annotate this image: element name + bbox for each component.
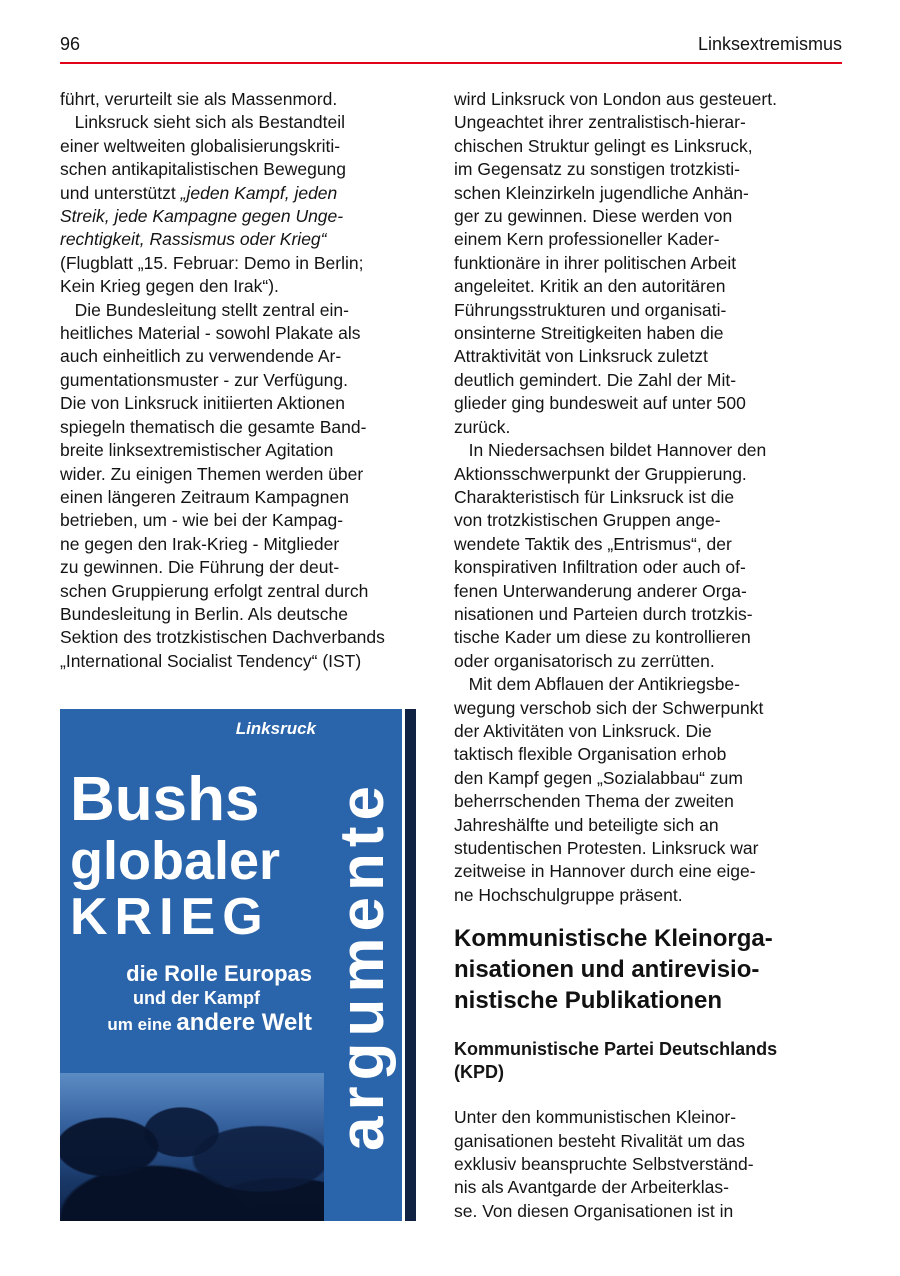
right-column-text xyxy=(454,88,842,907)
text-line: Unter den kommunistischen Kleinor- xyxy=(454,1107,737,1128)
text-line: wider. Zu einigen Themen werden über xyxy=(60,463,364,484)
text-line: deutlich gemindert. Die Zahl der Mit- xyxy=(454,369,737,390)
text-line: globaler xyxy=(70,830,281,891)
page-number: 96 xyxy=(60,34,81,54)
text-line: Kein Krieg gegen den Irak“). xyxy=(60,276,279,297)
text-line: In Niedersachsen bildet Hannover den xyxy=(454,440,767,461)
text-line: einen längeren Zeitraum Kampagnen xyxy=(60,486,349,507)
header-rule xyxy=(60,62,842,64)
text-line: zurück. xyxy=(454,416,511,437)
text-line: Attraktivität von Linksruck zuletzt xyxy=(454,346,708,367)
text-line: funktionäre in ihrer politischen Arbeit xyxy=(454,252,737,273)
kpd-paragraph xyxy=(454,1106,842,1223)
text-line: glieder ging bundesweit auf unter 500 xyxy=(454,393,746,414)
text-line: schen Kleinzirkeln jugendliche Anhän- xyxy=(454,182,749,203)
text-line: nisationen und Parteien durch trotzkis- xyxy=(454,603,753,624)
text-line: KRIEG xyxy=(70,888,270,947)
soldiers-photo xyxy=(60,1073,324,1221)
text-line: Bundesleitung in Berlin. Als deutsche xyxy=(60,603,348,624)
text-line: nisationen und antirevisio- xyxy=(454,956,760,984)
text-line: Führungsstrukturen und organisati- xyxy=(454,299,727,320)
poster-subtitle xyxy=(70,961,320,1038)
text-line: und der Kampf xyxy=(132,987,260,1008)
text-line: Jahreshälfte und beteiligte sich an xyxy=(454,814,719,835)
poster-main-area xyxy=(60,709,324,1221)
text-line: Ungeachtet ihrer zentralistisch-hierar- xyxy=(454,112,746,133)
text-line: breite linksextremistischer Agitation xyxy=(60,440,334,461)
text-line: nis als Avantgarde der Arbeiterklas- xyxy=(454,1177,729,1198)
text-line: zeitweise in Hannover durch eine eige- xyxy=(454,861,756,882)
argumente-vertical-text: argumente xyxy=(328,779,397,1151)
text-line: die Rolle Europas xyxy=(126,961,312,987)
text-line: Charakteristisch für Linksruck ist die xyxy=(454,486,735,507)
text-line: taktisch flexible Organisation erhob xyxy=(454,744,727,765)
text-line: onsinterne Streitigkeiten haben die xyxy=(454,323,724,344)
text-line: chischen Struktur gelingt es Linksruck, xyxy=(454,135,753,156)
text-line: Die Bundesleitung stellt zentral ein- xyxy=(60,299,349,320)
text-line: spiegeln thematisch die gesamte Band- xyxy=(60,416,367,437)
text-line: rechtigkeit, Rassismus oder Krieg“ xyxy=(60,229,327,250)
text-line: im Gegensatz zu sonstigen trotzkisti- xyxy=(454,159,740,180)
text-line: und unterstützt „jeden Kampf, jeden xyxy=(60,182,338,203)
two-column-layout xyxy=(60,88,842,1223)
text-line: heitliches Material - sowohl Plakate als xyxy=(60,323,361,344)
text-line: Mit dem Abflauen der Antikriegsbe- xyxy=(454,674,740,695)
text-line: der Aktivitäten von Linksruck. Die xyxy=(454,720,712,741)
poster-title xyxy=(70,767,320,945)
text-line: Streik, jede Kampagne gegen Unge- xyxy=(60,206,344,227)
left-column xyxy=(60,88,426,1223)
text-line: ne gegen den Irak-Krieg - Mitglieder xyxy=(60,533,340,554)
text-line: ne Hochschulgruppe präsent. xyxy=(454,884,683,905)
text-line: wird Linksruck von London aus gesteuert. xyxy=(454,89,777,109)
text-line: betrieben, um - wie bei der Kampag- xyxy=(60,510,344,531)
text-line: fenen Unterwanderung anderer Orga- xyxy=(454,580,747,601)
text-line: wegung verschob sich der Schwerpunkt xyxy=(454,697,764,718)
text-line: ger zu gewinnen. Diese werden von xyxy=(454,206,733,227)
text-line: oder organisatorisch zu zerrütten. xyxy=(454,650,715,671)
right-column xyxy=(454,88,842,1223)
text-line: Kommunistische Partei Deutschlands xyxy=(454,1039,778,1060)
text-line: führt, verurteilt sie als Massenmord. xyxy=(60,89,338,109)
text-line: studentischen Protesten. Linksruck war xyxy=(454,838,759,858)
text-line: „International Socialist Tendency“ (IST) xyxy=(60,650,362,671)
text-line: beherrschenden Thema der zweiten xyxy=(454,791,734,812)
text-line: konspirativen Infiltration oder auch of- xyxy=(454,557,746,578)
text-line: nistische Publikationen xyxy=(454,987,723,1015)
text-line: gumentationsmuster - zur Verfügung. xyxy=(60,369,348,390)
poster-edge-bar xyxy=(405,709,416,1221)
left-column-text xyxy=(60,88,426,673)
text-line: schen Gruppierung erfolgt zentral durch xyxy=(60,580,369,601)
text-line: exklusiv beanspruchte Selbstverständ- xyxy=(454,1154,754,1175)
text-line: (KPD) xyxy=(454,1062,504,1083)
text-line: ganisationen besteht Rivalität um das xyxy=(454,1130,745,1151)
text-line: von trotzkistischen Gruppen ange- xyxy=(454,510,721,531)
text-line: Kommunistische Kleinorga- xyxy=(454,925,773,953)
poster-brand-label: Linksruck xyxy=(235,719,316,739)
text-line: auch einheitlich zu verwendende Ar- xyxy=(60,346,342,367)
page-header xyxy=(60,34,842,55)
header-title: Linksextremismus xyxy=(697,34,842,54)
subsection-heading xyxy=(454,1038,842,1084)
section-heading xyxy=(454,923,842,1016)
text-line: wendete Taktik des „Entrismus“, der xyxy=(454,533,732,554)
text-line: se. Von diesen Organisationen ist in xyxy=(454,1200,734,1221)
text-line: tische Kader um diese zu kontrollieren xyxy=(454,627,751,648)
text-line: den Kampf gegen „Sozialabbau“ zum xyxy=(454,767,743,788)
poster-image xyxy=(60,709,416,1221)
text-line: um eine andere Welt xyxy=(107,1009,312,1037)
text-line: einer weltweiten globalisierungskriti- xyxy=(60,135,341,156)
text-line: angeleitet. Kritik an den autoritären xyxy=(454,276,726,297)
text-line: zu gewinnen. Die Führung der deut- xyxy=(60,557,340,578)
text-line: Linksruck sieht sich als Bestandteil xyxy=(60,112,345,133)
poster-side-strip xyxy=(324,709,405,1221)
text-line: Bushs xyxy=(70,765,260,835)
text-line: einem Kern professioneller Kader- xyxy=(454,229,720,250)
text-line: Sektion des trotzkistischen Dachverbands xyxy=(60,627,385,648)
text-line: (Flugblatt „15. Februar: Demo in Berlin; xyxy=(60,252,364,273)
text-line: Die von Linksruck initiierten Aktionen xyxy=(60,393,346,414)
text-line: Aktionsschwerpunkt der Gruppierung. xyxy=(454,463,747,484)
text-line: schen antikapitalistischen Bewegung xyxy=(60,159,347,180)
